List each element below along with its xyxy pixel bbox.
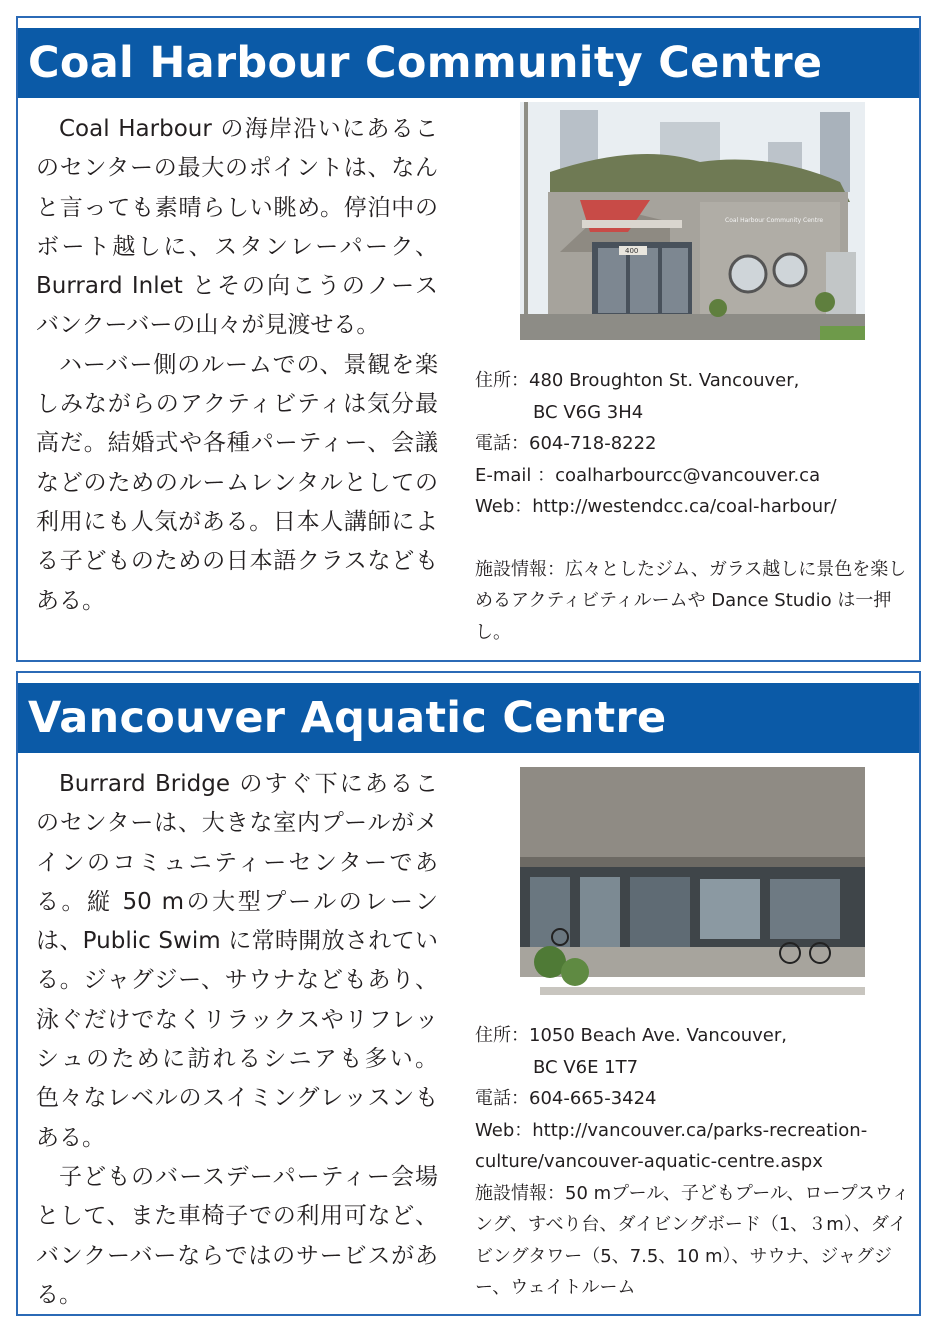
section-info — [475, 1020, 915, 1304]
facility-info: 施設情報：広々としたジム、ガラス越しに景色を楽しめるアクティビティルームや Dance Studio は一押し。 — [475, 558, 907, 643]
body-paragraph: ハーバー側のルームでの、景観を楽しみながらのアクティビティは気分最高だ。結婚式や各種パーティー、会議などのためのルームレンタルとしての利用にも人気がある。日本人講師による子どものための日本語クラスなどもある。 — [36, 351, 438, 614]
section-coal-harbour — [16, 16, 921, 662]
section-body — [36, 110, 438, 621]
facility-info: 施設情報：50 mプール、子どもプール、ロープスウィング、すべり台、ダイビングボード（1、３m）、ダイビングタワー（5、7.5、10 m）、サウナ、ジャグジー、ウェイトルーム — [475, 1182, 910, 1298]
building-sign: Coal Harbour Community Centre — [725, 217, 824, 224]
address-line: 住所：480 Broughton St. Vancouver, — [475, 370, 800, 391]
spacer — [475, 523, 915, 554]
web-line: Web：http://westendcc.ca/coal-harbour/ — [475, 496, 837, 517]
body-paragraph: Coal Harbour の海岸沿いにあるこのセンターの最大のポイントは、なんと言っても素晴らしい眺め。停泊中のボート越しに、スタンレーパーク、Burrard Inlet とその向こうのノースバンクーバーの山々が見渡せる。 — [36, 116, 438, 339]
aquatic-centre-photo — [520, 757, 865, 995]
section-aquatic-centre — [16, 671, 921, 1316]
body-paragraph: Burrard Bridge のすぐ下にあるこのセンターは、大きな室内プールがメインのコミュニティーセンターである。縦 50 mの大型プールのレーンは、Public Swim に常時開放されている。ジャグジー、サウナなどもあり、泳ぐだけでなくリラックスやリフレッシュのために訪れるシニアも多い。色々なレベルのスイミングレッスンもある。 — [36, 771, 438, 1151]
address-line: BC V6G 3H4 — [533, 401, 644, 423]
address-line: 住所：1050 Beach Ave. Vancouver, — [475, 1025, 787, 1046]
section-body — [36, 765, 438, 1315]
coal-harbour-photo — [520, 102, 865, 340]
phone-line: 電話：604-718-8222 — [475, 433, 657, 454]
section-title: Coal Harbour Community Centre — [28, 38, 823, 88]
section-title: Vancouver Aquatic Centre — [28, 693, 667, 743]
phone-line: 電話：604-665-3424 — [475, 1088, 657, 1109]
web-line: culture/vancouver-aquatic-centre.aspx — [475, 1151, 823, 1172]
section-header — [18, 28, 919, 98]
section-header — [18, 683, 919, 753]
building-number: 400 — [625, 247, 639, 255]
body-paragraph: 子どものバースデーパーティー会場として、また車椅子での利用可など、バンクーバーならではのサービスがある。 — [36, 1163, 438, 1308]
address-line: BC V6E 1T7 — [533, 1056, 639, 1078]
web-line: Web：http://vancouver.ca/parks-recreation- — [475, 1119, 868, 1141]
section-info — [475, 365, 915, 648]
email-line: E-mail ：coalharbourcc@vancouver.ca — [475, 464, 821, 486]
